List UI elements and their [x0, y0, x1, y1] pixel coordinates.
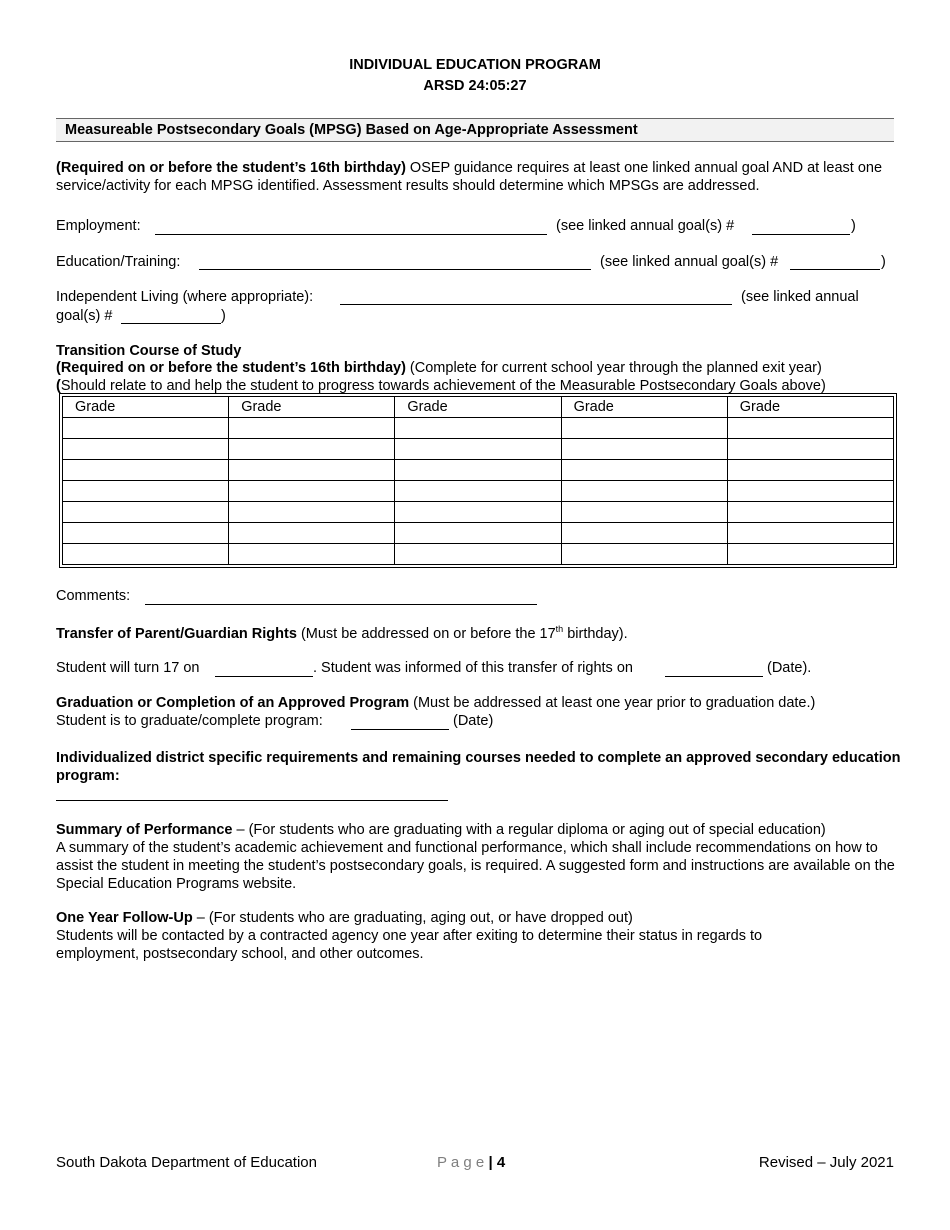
table-cell[interactable]: [229, 544, 395, 565]
footer-department: South Dakota Department of Education: [56, 1154, 317, 1171]
living-close-paren: ): [221, 308, 226, 324]
table-row: [63, 544, 894, 565]
mpsg-required-note: (Required on or before the student’s 16th birthday): [56, 160, 406, 176]
graduate-date-label: (Date): [453, 713, 494, 729]
table-cell[interactable]: [63, 502, 229, 523]
table-cell[interactable]: [229, 418, 395, 439]
transition-heading: Transition Course of Study: [56, 343, 242, 359]
table-cell[interactable]: [63, 460, 229, 481]
mpsg-guidance: [56, 159, 896, 195]
transfer-note-sup: th: [555, 624, 564, 634]
footer-page-number: 4: [496, 1154, 506, 1171]
table-header-row: [63, 397, 894, 418]
table-cell[interactable]: [727, 460, 893, 481]
table-row: [63, 460, 894, 481]
table-row: [63, 418, 894, 439]
table-cell[interactable]: [229, 439, 395, 460]
table-row: [63, 523, 894, 544]
summary-note: – (For students who are graduating with a regular diploma or aging out of special education): [232, 822, 826, 838]
grade-header: Grade: [727, 397, 893, 418]
followup-body: Students will be contacted by a contracted agency one year after exiting to determine their status in regards to employment, postsecondary school, and other outcomes.: [56, 928, 763, 962]
living-goal-field[interactable]: [121, 323, 221, 324]
transfer-line: [56, 624, 628, 642]
informed-date-label: (Date).: [767, 660, 812, 676]
footer-separator: |: [488, 1154, 493, 1171]
turn17-date-field[interactable]: [215, 676, 313, 677]
transition-complete-note: (Complete for current school year through the planned exit year): [405, 360, 822, 376]
education-link-label: (see linked annual goal(s) #: [600, 254, 779, 270]
grade-header: Grade: [229, 397, 395, 418]
summary-body: A summary of the student’s academic achievement and functional performance, which shall include recommendations on how to assist the student in meeting the student’s postsecondary goals, is required. A suggested form and instructions are available on the Special Education Programs website.: [56, 840, 895, 892]
living-field[interactable]: [340, 304, 732, 305]
table-cell[interactable]: [727, 418, 893, 439]
table-cell[interactable]: [561, 544, 727, 565]
comments-field[interactable]: [145, 604, 537, 605]
living-link-label: (see linked annual: [741, 289, 859, 305]
followup-section: [56, 909, 836, 963]
table-cell[interactable]: [395, 502, 561, 523]
table-cell[interactable]: [229, 460, 395, 481]
table-cell[interactable]: [395, 523, 561, 544]
table-cell[interactable]: [229, 502, 395, 523]
graduation-note: (Must be addressed at least one year prior to graduation date.): [409, 695, 816, 711]
summary-section: [56, 821, 901, 893]
table-cell[interactable]: [561, 481, 727, 502]
table-cell[interactable]: [63, 418, 229, 439]
transition-relate-note: Should relate to and help the student to progress towards achievement of the Measurable Postsecondary Goals above): [60, 378, 826, 394]
table-cell[interactable]: [229, 523, 395, 544]
table-cell[interactable]: [395, 460, 561, 481]
turn17-label: Student will turn 17 on: [56, 660, 200, 676]
table-cell[interactable]: [395, 439, 561, 460]
mpsg-section-bar: [56, 118, 894, 142]
mpsg-section-title: Measureable Postsecondary Goals (MPSG) Based on Age-Appropriate Assessment: [65, 122, 638, 138]
table-cell[interactable]: [727, 502, 893, 523]
graduate-date-field[interactable]: [351, 729, 449, 730]
followup-heading: One Year Follow-Up: [56, 910, 193, 926]
graduate-label: Student is to graduate/complete program:: [56, 713, 323, 729]
regulation-code: ARSD 24:05:27: [423, 78, 527, 94]
employment-link-label: (see linked annual goal(s) #: [556, 218, 735, 234]
transfer-note-post: birthday).: [563, 625, 628, 642]
table-cell[interactable]: [727, 523, 893, 544]
grade-header: Grade: [63, 397, 229, 418]
employment-goal-field[interactable]: [752, 234, 850, 235]
employment-close-paren: ): [851, 218, 856, 234]
table-row: [63, 502, 894, 523]
table-cell[interactable]: [561, 418, 727, 439]
course-of-study-table: [62, 396, 894, 565]
informed-label: . Student was informed of this transfer of rights on: [313, 660, 633, 676]
education-goal-field[interactable]: [790, 269, 880, 270]
education-close-paren: ): [881, 254, 886, 270]
table-cell[interactable]: [727, 481, 893, 502]
table-row: [63, 439, 894, 460]
employment-label: Employment:: [56, 218, 141, 234]
transition-relate-open: (: [56, 378, 61, 394]
document-title: INDIVIDUAL EDUCATION PROGRAM: [349, 57, 601, 73]
district-heading: Individualized district specific requirements and remaining courses needed to complete an approved secondary education program:: [56, 750, 901, 784]
followup-note: – (For students who are graduating, aging out, or have dropped out): [192, 910, 633, 926]
district-field[interactable]: [56, 800, 448, 801]
table-cell[interactable]: [727, 544, 893, 565]
mpsg-guidance-text: OSEP guidance requires at least one linked annual goal AND at least one service/activity for each MPSG identified. Assessment results should determine which MPSGs are addressed.: [56, 160, 883, 194]
table-cell[interactable]: [395, 481, 561, 502]
transition-required-line: [56, 360, 822, 376]
graduation-line: [56, 695, 815, 711]
transition-relate-line: [56, 378, 826, 394]
table-cell[interactable]: [561, 502, 727, 523]
footer-page: [437, 1154, 505, 1171]
graduation-heading: Graduation or Completion of an Approved Program: [56, 695, 410, 711]
table-cell[interactable]: [63, 439, 229, 460]
transition-required-note: (Required on or before the student’s 16th birthday): [56, 360, 406, 376]
transfer-heading: Transfer of Parent/Guardian Rights: [56, 625, 297, 642]
grade-header: Grade: [395, 397, 561, 418]
education-label: Education/Training:: [56, 254, 181, 270]
table-cell[interactable]: [561, 460, 727, 481]
comments-label: Comments:: [56, 588, 131, 604]
table-cell[interactable]: [395, 544, 561, 565]
footer-revised: Revised – July 2021: [758, 1154, 894, 1171]
table-cell[interactable]: [395, 418, 561, 439]
summary-heading: Summary of Performance: [56, 822, 233, 838]
grade-header: Grade: [561, 397, 727, 418]
education-field[interactable]: [199, 269, 591, 270]
table-cell[interactable]: [727, 439, 893, 460]
table-cell[interactable]: [63, 523, 229, 544]
employment-field[interactable]: [155, 234, 547, 235]
table-cell[interactable]: [561, 439, 727, 460]
footer-page-label: P a g e: [437, 1154, 485, 1171]
living-link-label-2: goal(s) #: [56, 308, 113, 324]
table-cell[interactable]: [63, 544, 229, 565]
table-row: [63, 481, 894, 502]
table-cell[interactable]: [63, 481, 229, 502]
transfer-note-pre: (Must be addressed on or before the 17: [296, 625, 556, 642]
table-cell[interactable]: [561, 523, 727, 544]
living-label: Independent Living (where appropriate):: [56, 289, 314, 305]
table-cell[interactable]: [229, 481, 395, 502]
informed-date-field[interactable]: [665, 676, 763, 677]
